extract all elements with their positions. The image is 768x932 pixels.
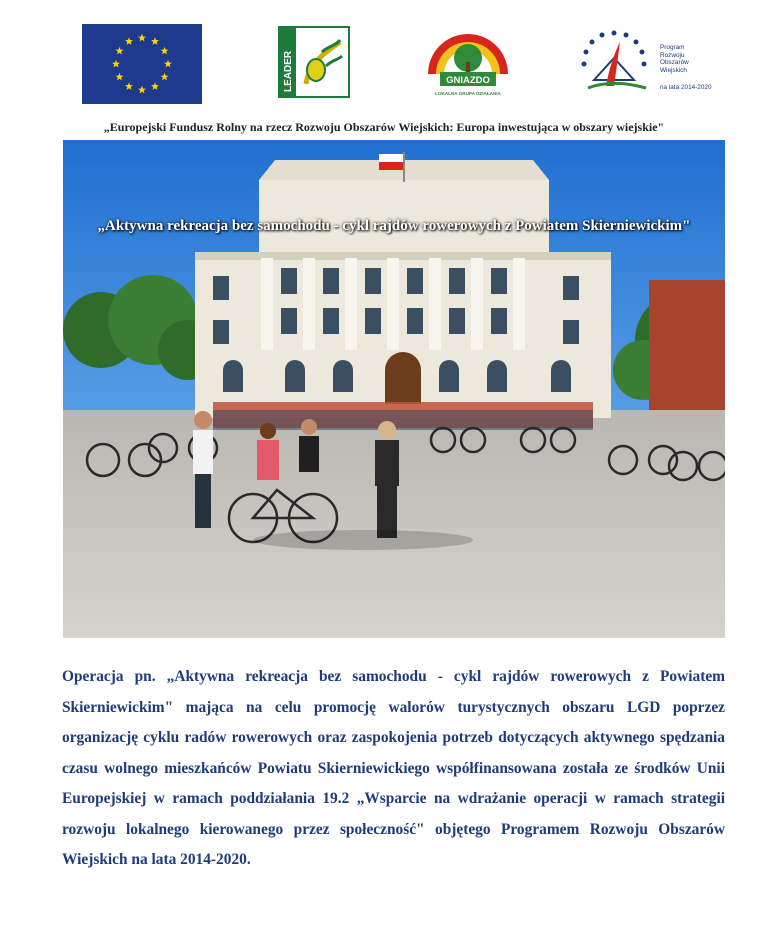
eu-star [151,37,159,45]
gniazdo-logo-text: GNIAZDO [446,75,490,86]
leader-logo-text: LEADER [283,50,294,92]
prow-line: Program [660,44,685,51]
operation-description: Operacja pn. „Aktywna rekreacja bez samochodu - cykl rajdów rowerowych z Powiatem Skierniewickim" mająca na celu promocję walorów turystycznych obszaru LGD poprzez organizację cyklu radów rowerowych oraz zaspokojenia potrzeb dotyczących aktywnego spędzania czasu wolnego mieszkańców Powiatu Skierniewickiego współfinansowana została ze środków Unii Europejskiej w ramach poddziałania 19.2 „Wsparcie na wdrażanie operacji w ramach strategii rozwoju lokalnego kierowanego przez społeczność" objętego Programem Rozwoju Obszarów Wiejskich na lata 2014-2020. [62,668,725,868]
logo-bar [0,0,768,112]
event-photo [63,140,725,638]
prow-line: Wiejskich [660,66,687,74]
gniazdo-logo-subtext: LOKALNA GRUPA DZIAŁANIA [435,91,501,96]
eu-star [115,73,123,81]
eu-star [138,86,146,94]
building-and-cyclists-photo [63,140,725,638]
eafrd-slogan: „Europejski Fundusz Rolny na rzecz Rozwoju Obszarów Wiejskich: Europa inwestująca w obszary wiejskie" [103,120,665,134]
photo-caption-title: „Aktywna rekreacja bez samochodu - cykl rajdów rowerowych z Powiatem Skierniewickim" [97,218,691,234]
eu-star [138,34,146,42]
eu-star [161,73,169,81]
eu-star [115,47,123,55]
prow-line: Obszarów [660,59,689,67]
eu-star [112,60,120,68]
eu-star [161,47,169,55]
prow-line: Rozwoju [660,51,685,59]
gniazdo-logo [422,24,514,100]
eu-star [164,60,172,68]
leader-logo [278,26,350,98]
eu-stars-icon [82,24,202,104]
prow-logo-text [660,44,720,74]
eu-flag-logo [82,24,202,104]
prow-logo [576,28,712,98]
eu-star [125,82,133,90]
eu-star [151,82,159,90]
eu-star [125,37,133,45]
prow-years: na lata 2014-2020 [660,84,712,91]
